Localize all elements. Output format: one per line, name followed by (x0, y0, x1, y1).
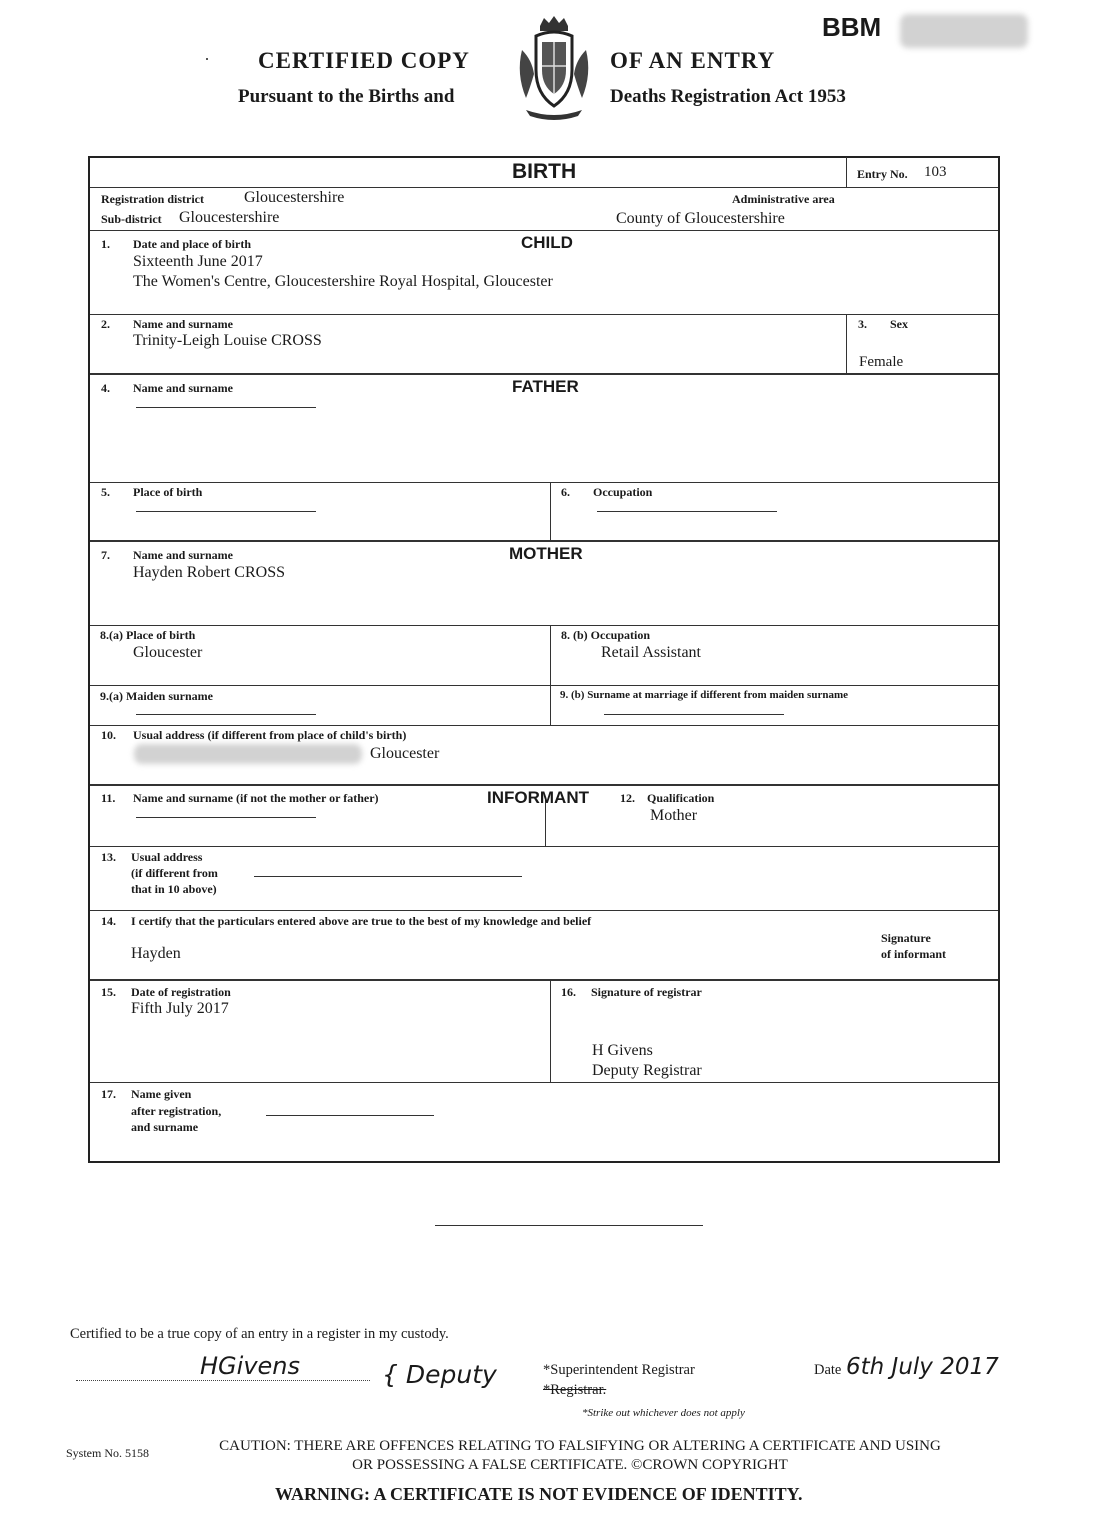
field-10-number: 10. (101, 728, 116, 742)
rule-8 (90, 685, 998, 686)
field-17-number: 17. (101, 1087, 116, 1101)
child-name-value: Trinity-Leigh Louise CROSS (133, 332, 322, 349)
strike-note: *Strike out whichever does not apply (582, 1407, 745, 1419)
entry-value: 103 (924, 164, 947, 180)
sex-value: Female (859, 354, 904, 370)
redacted-address (134, 744, 362, 764)
field-11-label: Name and surname (if not the mother or father) (133, 791, 379, 805)
sub-district-label: Sub-district (101, 212, 162, 226)
field-14-label: I certify that the particulars entered above are true to the best of my knowledge and belief (131, 914, 592, 928)
field-6-blank (597, 511, 777, 512)
divider-registrar (550, 979, 551, 1082)
field-1-label: Date and place of birth (133, 237, 251, 251)
entry-label: Entry No. (857, 167, 908, 181)
caution-line-2: OR POSSESSING A FALSE CERTIFICATE. ©CROWN COPYRIGHT (352, 1457, 788, 1473)
registrar-name-value: H Givens (592, 1042, 653, 1059)
stamp-line (435, 1225, 703, 1226)
section-father: FATHER (512, 377, 579, 396)
divider-sex (846, 314, 847, 373)
rule-10 (90, 784, 998, 786)
signature-label-line1: Signature (881, 931, 931, 945)
field-13-label-line1: Usual address (131, 850, 203, 864)
field-17-label-line3: and surname (131, 1120, 199, 1134)
rule-1 (90, 187, 998, 188)
section-child: CHILD (521, 233, 573, 252)
field-4-number: 4. (101, 381, 110, 395)
field-6-label: Occupation (593, 485, 653, 499)
field-12-label: Qualification (647, 791, 715, 805)
header-subtitle-left: Pursuant to the Births and (238, 86, 455, 107)
date-label: Date (814, 1362, 842, 1378)
handwritten-date: 6th July 2017 (846, 1354, 999, 1380)
field-3-number: 3. (858, 317, 867, 331)
header-title-left: CERTIFIED COPY (258, 48, 470, 73)
redacted-reference (900, 14, 1028, 48)
rule-9 (90, 725, 998, 726)
signature-dotted-line (76, 1380, 370, 1381)
field-6-number: 6. (561, 485, 570, 499)
field-5-blank (136, 511, 316, 512)
address-town-value: Gloucester (370, 745, 440, 762)
divider-occupation (550, 482, 551, 540)
divider-entry (846, 157, 847, 187)
rule-14 (90, 1082, 998, 1083)
registration-district-value: Gloucestershire (244, 189, 345, 206)
sub-district-value: Gloucestershire (179, 209, 280, 226)
admin-area-label: Administrative area (732, 192, 835, 206)
field-2-number: 2. (101, 317, 110, 331)
rule-5 (90, 482, 998, 483)
field-4-blank (136, 407, 316, 408)
divider-mother (550, 625, 551, 725)
rule-11 (90, 846, 998, 847)
field-14-number: 14. (101, 914, 116, 928)
field-2-label: Name and surname (133, 317, 234, 331)
warning-text: WARNING: A CERTIFICATE IS NOT EVIDENCE OF IDENTITY. (275, 1484, 803, 1504)
field-17-blank (266, 1115, 434, 1116)
admin-area-value: County of Gloucestershire (616, 210, 785, 227)
rule-2 (90, 230, 998, 231)
rule-13 (90, 979, 998, 981)
field-4-label: Name and surname (133, 381, 234, 395)
caution-line-1: CAUTION: THERE ARE OFFENCES RELATING TO FALSIFYING OR ALTERING A CERTIFICATE AND USING (219, 1438, 941, 1454)
rule-7 (90, 625, 998, 626)
rule-4 (90, 373, 998, 375)
field-11-blank (136, 817, 316, 818)
royal-crest-icon (512, 14, 596, 122)
rule-12 (90, 910, 998, 911)
mother-name-value: Hayden Robert CROSS (133, 564, 285, 581)
handwritten-signature: HGivens (200, 1352, 300, 1380)
field-8b-label: 8. (b) Occupation (561, 628, 651, 642)
speck (206, 58, 208, 60)
field-13-label-line3: that in 10 above) (131, 882, 217, 896)
field-5-label: Place of birth (133, 485, 203, 499)
birth-place-value: The Women's Centre, Gloucestershire Royal Hospital, Gloucester (133, 273, 553, 290)
system-number: System No. 5158 (66, 1446, 150, 1460)
reference-number: BBM (822, 12, 882, 42)
field-7-label: Name and surname (133, 548, 234, 562)
field-8a-label: 8.(a) Place of birth (100, 628, 196, 642)
section-informant: INFORMANT (487, 788, 589, 807)
certified-text: Certified to be a true copy of an entry in a register in my custody. (70, 1326, 449, 1342)
field-1-number: 1. (101, 237, 110, 251)
field-13-label-line2: (if different from (131, 866, 218, 880)
header-subtitle-right: Deaths Registration Act 1953 (610, 86, 846, 107)
registration-date-value: Fifth July 2017 (131, 1000, 229, 1017)
field-9a-label: 9.(a) Maiden surname (100, 689, 213, 703)
field-5-number: 5. (101, 485, 110, 499)
field-16-label: Signature of registrar (591, 985, 702, 999)
rule-6 (90, 540, 998, 542)
field-9b-blank (604, 714, 784, 715)
mother-occupation-value: Retail Assistant (601, 644, 701, 661)
superintendent-label: *Superintendent Registrar (543, 1362, 695, 1378)
field-13-blank (254, 876, 522, 877)
qualification-value: Mother (650, 807, 698, 824)
signature-label-line2: of informant (881, 947, 946, 961)
birth-date-value: Sixteenth June 2017 (133, 253, 263, 270)
field-3-label: Sex (890, 317, 908, 331)
mother-birthplace-value: Gloucester (133, 644, 203, 661)
field-12-number: 12. (620, 791, 635, 805)
field-10-label: Usual address (if different from place of child's birth) (133, 728, 407, 742)
informant-signature-value: Hayden (131, 945, 181, 962)
header-title-right: OF AN ENTRY (610, 48, 776, 73)
field-9a-blank (136, 714, 316, 715)
field-15-label: Date of registration (131, 985, 231, 999)
field-17-label-line1: Name given (131, 1087, 192, 1101)
field-13-number: 13. (101, 850, 116, 864)
field-16-number: 16. (561, 985, 576, 999)
field-9b-label: 9. (b) Surname at marriage if different from maiden surname (560, 689, 848, 701)
certificate-heading: BIRTH (512, 160, 577, 183)
field-15-number: 15. (101, 985, 116, 999)
handwritten-role: { Deputy (382, 1360, 497, 1389)
registration-district-label: Registration district (101, 192, 204, 206)
field-11-number: 11. (101, 791, 116, 805)
registrar-label: *Registrar. (543, 1382, 607, 1398)
field-7-number: 7. (101, 548, 110, 562)
field-17-label-line2: after registration, (131, 1104, 222, 1118)
registrar-title-value: Deputy Registrar (592, 1062, 702, 1079)
section-mother: MOTHER (509, 544, 583, 563)
rule-3 (90, 314, 998, 315)
